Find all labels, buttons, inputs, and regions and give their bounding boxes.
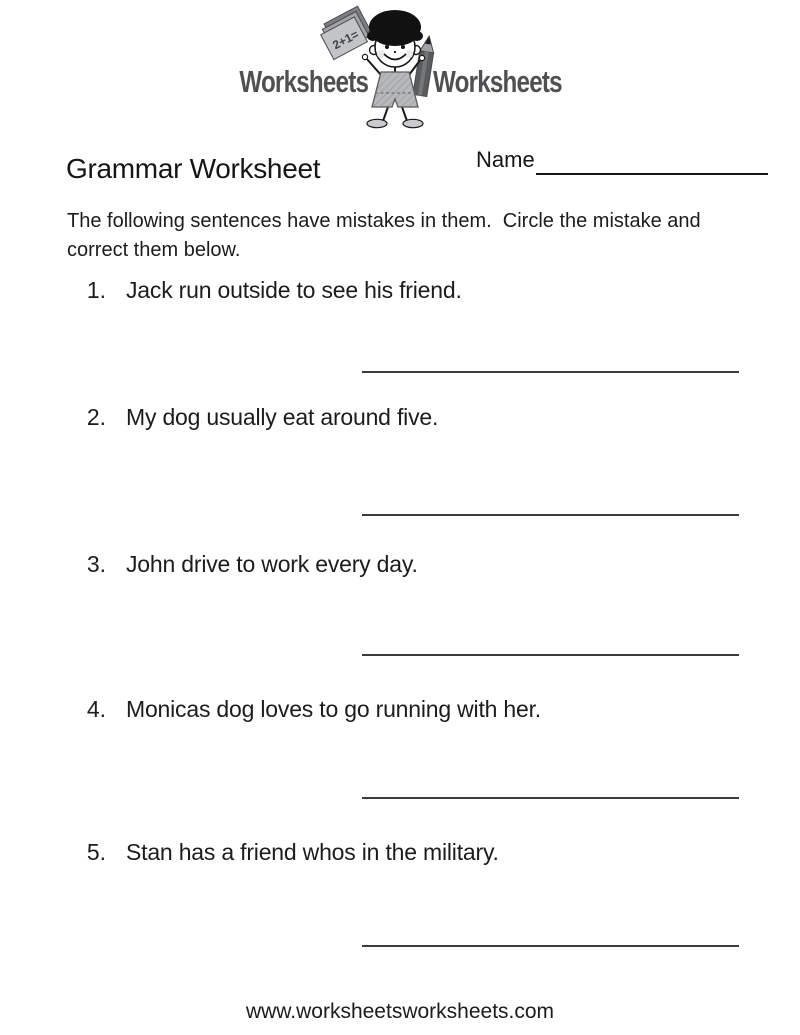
question-item-5 xyxy=(0,839,800,871)
instructions-line-1: The following sentences have mistakes in them. Circle the mistake and xyxy=(67,210,701,232)
question-number: 5. xyxy=(86,839,106,865)
logo-text-right: Worksheets xyxy=(433,64,562,99)
footer-url: www.worksheetsworksheets.com xyxy=(245,1000,555,1023)
answer-blank-line-1 xyxy=(362,371,739,373)
question-item-4 xyxy=(0,696,800,728)
question-sentence: Stan has a friend whos in the military. xyxy=(126,839,499,865)
answer-blank-line-3 xyxy=(362,654,739,656)
question-number: 3. xyxy=(86,551,106,577)
question-item-3 xyxy=(0,551,800,583)
instructions-line-2: correct them below. xyxy=(67,239,241,261)
question-number: 4. xyxy=(86,696,106,722)
answer-blank-line-5 xyxy=(362,945,739,947)
question-number: 1. xyxy=(86,277,106,303)
question-item-2 xyxy=(0,404,800,436)
papers-icon xyxy=(320,6,374,59)
question-item-1 xyxy=(0,277,800,309)
paper-math-text: 2+1= xyxy=(330,27,361,53)
question-number: 2. xyxy=(86,404,106,430)
answer-blank-line-2 xyxy=(362,514,739,516)
logo-text-left: Worksheets xyxy=(239,64,368,99)
name-blank-line xyxy=(536,173,768,175)
question-sentence: My dog usually eat around five. xyxy=(126,404,439,430)
question-sentence: Monicas dog loves to go running with her. xyxy=(126,696,541,722)
question-sentence: John drive to work every day. xyxy=(126,551,418,577)
question-sentence: Jack run outside to see his friend. xyxy=(126,277,462,303)
instructions xyxy=(67,207,701,265)
name-label: Name xyxy=(476,147,535,172)
answer-blank-line-4 xyxy=(362,797,739,799)
page-title: Grammar Worksheet xyxy=(66,153,321,184)
